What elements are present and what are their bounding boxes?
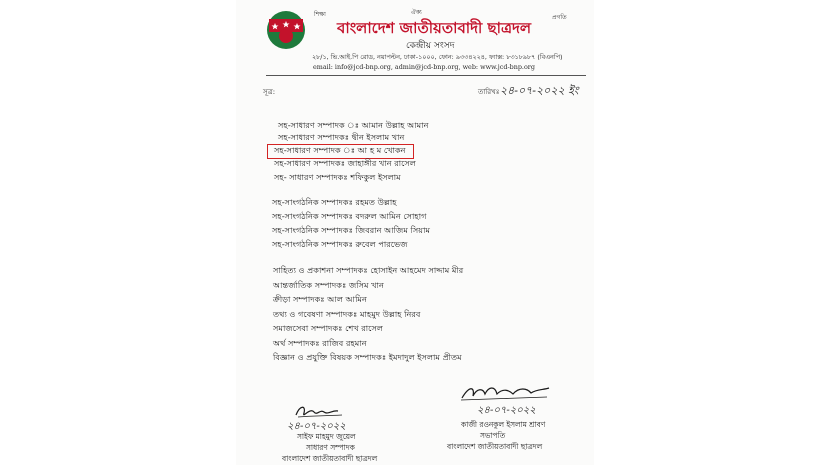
- list-item: আন্তর্জাতিক সম্পাদকঃ জসিম খান: [273, 280, 384, 290]
- list-item: সহ-সাংগঠনিক সম্পাদকঃ বদরুল আমিন সোহাগ: [272, 211, 427, 221]
- highlight-box: [267, 144, 414, 159]
- list-item: সহ-সাধারণ সম্পাদকঃ দ্বীন ইসলাম খান: [278, 132, 405, 142]
- list-item: সহ-সাংগঠনিক সম্পাদকঃ রহমত উল্লাহ: [272, 197, 397, 207]
- address-line: ২৮/১, ভি.আই.পি রোড, নয়াপল্টন, ঢাকা-১০০০, ফোন: ৯৩৩৪২২৪, ফ্যাক্স: ৮৩১৮৯৮৭ (বিএনপি): [312, 53, 563, 61]
- signatory-left-org: বাংলাদেশ জাতীয়তাবাদী ছাত্রদল: [282, 454, 378, 463]
- list-item: সহ-সাধারণ সম্পাদকঃ জাহাঙ্গীর খান রাসেল: [274, 158, 416, 168]
- list-item: বিজ্ঞান ও প্রযুক্তি বিষয়ক সম্পাদকঃ ইমদাদুল ইসলাম প্রীতম: [273, 352, 462, 362]
- handwritten-date: ২৪-০৭-২০২২ ইং: [500, 84, 579, 97]
- signature-right-date: ২৪-০৭-২০২২: [477, 405, 536, 416]
- signatory-right-title: সভাপতি: [480, 431, 506, 440]
- list-item-highlighted: সহ-সাধারণ সম্পাদক ঃ আ হ ম খোকন: [274, 145, 406, 155]
- party-logo: [266, 10, 306, 50]
- list-item: সহ-সাংগঠনিক সম্পাদকঃ রুবেল পারভেজ: [272, 239, 408, 249]
- signature-left-date: ২৪-০৭-২০২২: [287, 421, 346, 432]
- ref-label: সূত্র:: [263, 88, 276, 96]
- list-item: ক্রীড়া সম্পাদকঃ আল আমিন: [273, 294, 367, 304]
- signatory-right-org: বাংলাদেশ জাতীয়তাবাদী ছাত্রদল: [447, 442, 543, 451]
- list-item: সমাজসেবা সম্পাদকঃ শেখ রাসেল: [273, 323, 383, 333]
- tagline-left: শিক্ষা: [314, 11, 326, 18]
- tagline-right: প্রগতি: [552, 14, 567, 21]
- body-name: কেন্দ্রীয় সংসদ: [406, 41, 455, 51]
- signature-right: [459, 382, 551, 404]
- signatory-left-title: সাধারণ সম্পাদক: [306, 443, 355, 452]
- list-item: সহ-সাংগঠনিক সম্পাদকঃ জিবরান আজিম সিয়াম: [272, 225, 430, 235]
- list-item: সহ-সাধারণ সম্পাদক ঃ আমান উল্লাহ আমান: [278, 120, 429, 130]
- date-label: তারিখঃ: [478, 88, 500, 96]
- list-item: অর্থ সম্পাদকঃ রাজিব রহমান: [273, 338, 367, 348]
- email-line: email: info@jcd-bnp.org, admin@jcd-bnp.org, web: www.jcd-bnp.org: [313, 63, 535, 71]
- header-divider: [266, 75, 586, 76]
- tagline-mid: ঐক্য: [411, 9, 422, 16]
- signatory-left-name: সাইফ মাহমুদ জুয়েল: [297, 432, 356, 441]
- list-item: সহ- সাধারণ সম্পাদকঃ শফিকুল ইসলাম: [274, 172, 401, 182]
- list-item: তথ্য ও গবেষণা সম্পাদকঃ মাহমুদ উল্লাহ নিরব: [273, 309, 421, 319]
- org-name: বাংলাদেশ জাতীয়তাবাদী ছাত্রদল: [337, 19, 532, 37]
- signatory-right-name: কাজী রওনকুল ইসলাম শ্রাবণ: [461, 420, 546, 429]
- list-item: সাহিত্য ও প্রকাশনা সম্পাদকঃ হোসাইন আহমেদ সাদ্দাম মীর: [273, 265, 464, 275]
